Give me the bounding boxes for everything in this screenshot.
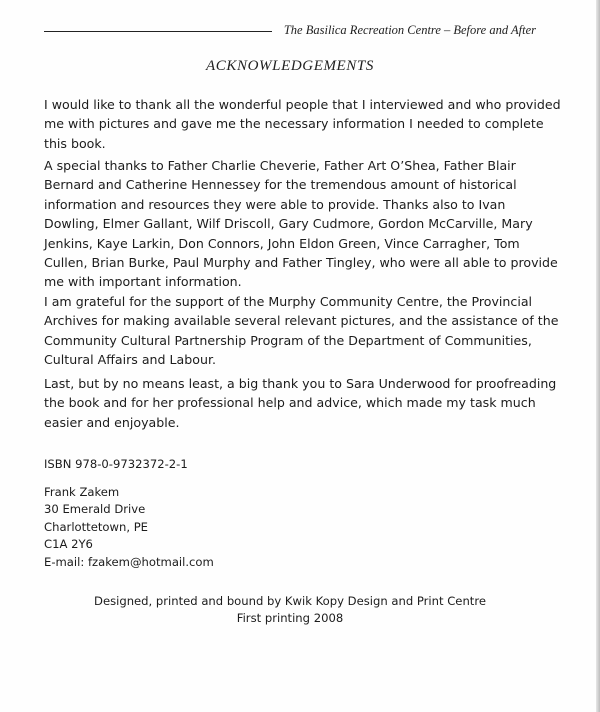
- header-rule: [44, 31, 272, 32]
- paragraph-2: A special thanks to Father Charlie Cheverie, Father Art O’Shea, Father Blair Bernard and Catherine Hennessey for the tremendous amount of historical information and resources they were able to provide. Thanks also to Ivan Dowling, Elmer Gallant, Wilf Driscoll, Gary Cudmore, Gordon McCarville, Mary Jenkins, Kaye Larkin, Don Connors, John Eldon Green, Vince Carragher, Tom Cullen, Brian Burke, Paul Murphy and Father Tingley, who were all able to provide me with important information.: [44, 158, 558, 290]
- author-email: E-mail: fzakem@hotmail.com: [44, 554, 214, 569]
- printing-edition: First printing 2008: [236, 611, 344, 625]
- running-header: The Basilica Recreation Centre – Before and After: [283, 23, 536, 37]
- address-city: Charlottetown, PE: [44, 519, 149, 534]
- page-edge-shadow: [596, 0, 600, 712]
- author-address: [44, 484, 214, 571]
- address-street: 30 Emerald Drive: [44, 502, 146, 517]
- address-postal-code: C1A 2Y6: [44, 537, 93, 552]
- paragraph-1: I would like to thank all the wonderful people that I interviewed and who provided me with pictures and gave me the necessary information I needed to complete this book.: [44, 97, 561, 151]
- paragraph-3: I am grateful for the support of the Murphy Community Centre, the Provincial Archives for making available several relevant pictures, and the assistance of the Community Cultural Partnership Program of the Department of Communities, Cultural Affairs and Labour.: [44, 294, 559, 368]
- author-name: Frank Zakem: [44, 485, 120, 499]
- page-title: ACKNOWLEDGEMENTS: [206, 58, 374, 74]
- paragraph-4: Last, but by no means least, a big thank you to Sara Underwood for proofreading the book and for her professional help and advice, which made my task much easier and enjoyable.: [44, 376, 557, 430]
- isbn: ISBN 978-0-9732372-2-1: [44, 457, 188, 471]
- printer-credit: Designed, printed and bound by Kwik Kopy Design and Print Centre: [94, 594, 486, 608]
